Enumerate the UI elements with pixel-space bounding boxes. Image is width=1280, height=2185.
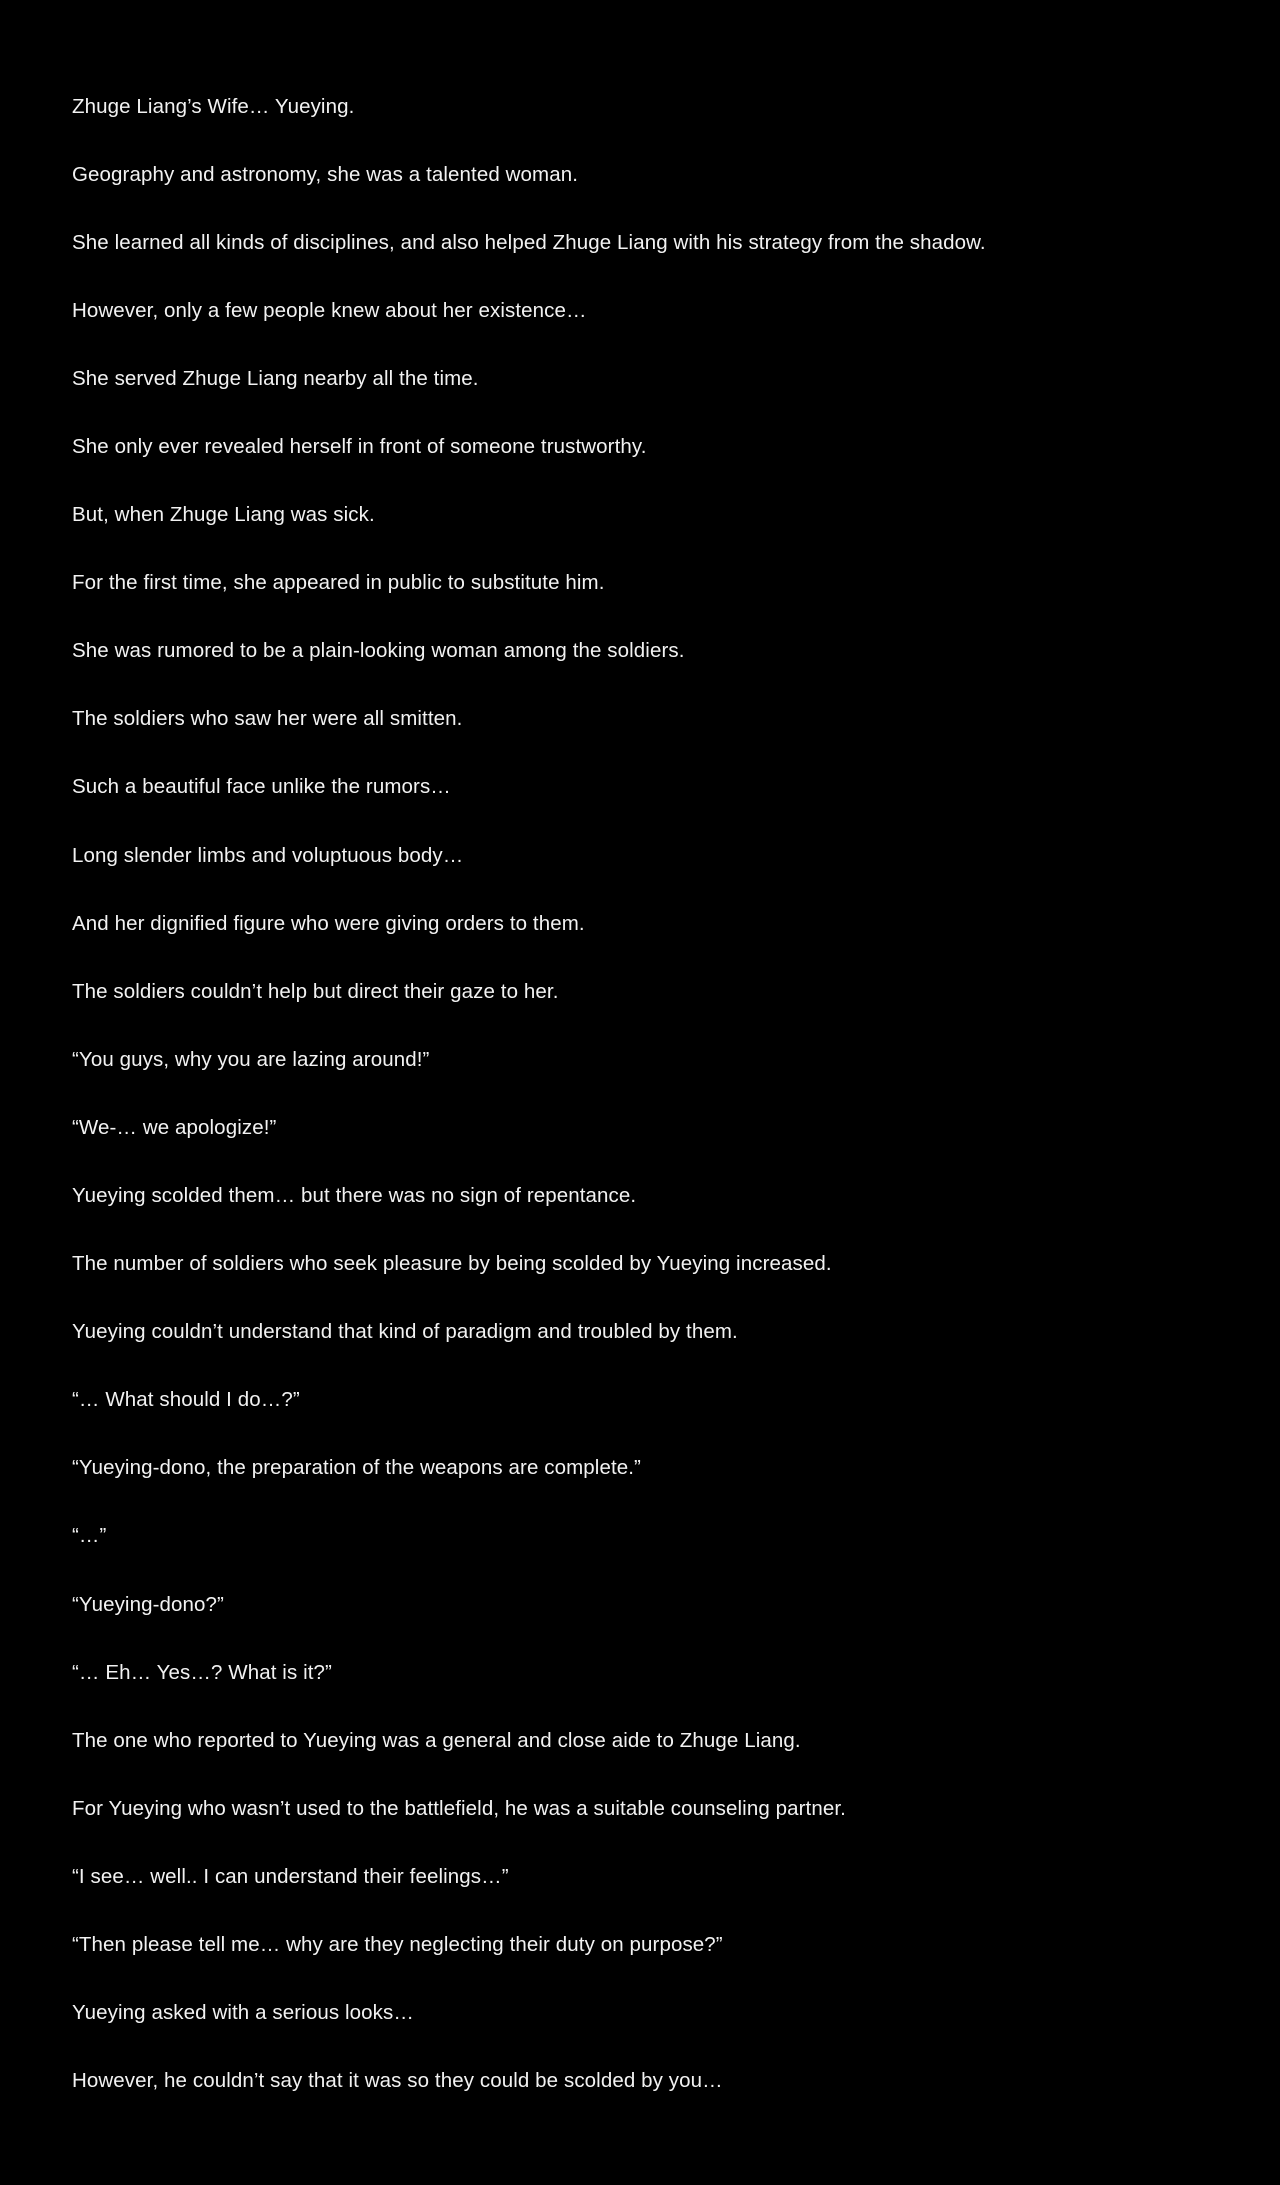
story-text-block [72,83,1208,2105]
text-line: “I see… well.. I can understand their feelings…” [72,1864,509,1888]
text-line: But, when Zhuge Liang was sick. [72,503,375,527]
text-line: The number of soldiers who seek pleasure by being scolded by Yueying increased. [72,1252,832,1276]
text-line: Long slender limbs and voluptuous body… [72,843,464,867]
text-line: “…” [72,1524,107,1548]
text-line: “… What should I do…?” [72,1388,300,1412]
text-line: “… Eh… Yes…? What is it?” [72,1660,332,1684]
text-line: Geography and astronomy, she was a talented woman. [72,162,579,186]
text-line: The soldiers who saw her were all smitten. [72,707,463,731]
text-line: Yueying couldn’t understand that kind of paradigm and troubled by them. [72,1320,738,1344]
text-line: She learned all kinds of disciplines, and also helped Zhuge Liang with his strategy from the shadow. [72,230,986,254]
text-line: However, he couldn’t say that it was so they could be scolded by you… [72,2069,723,2093]
text-line: “We-… we apologize!” [72,1115,277,1139]
text-line: Yueying scolded them… but there was no sign of repentance. [72,1184,637,1207]
text-line: She served Zhuge Liang nearby all the time. [72,366,479,390]
text-line: “Yueying-dono?” [72,1592,224,1616]
text-line: Zhuge Liang’s Wife… Yueying. [72,94,355,118]
text-line: For Yueying who wasn’t used to the battlefield, he was a suitable counseling partner. [72,1796,846,1820]
text-line: “Yueying-dono, the preparation of the weapons are complete.” [72,1456,641,1480]
text-line: She was rumored to be a plain-looking woman among the soldiers. [72,639,685,663]
text-line: “You guys, why you are lazing around!” [72,1047,430,1071]
text-line: However, only a few people knew about her existence… [72,298,587,322]
text-line: For the first time, she appeared in public to substitute him. [72,571,605,595]
text-line: Such a beautiful face unlike the rumors… [72,775,451,799]
text-line: The soldiers couldn’t help but direct their gaze to her. [72,979,559,1003]
text-line: “Then please tell me… why are they neglecting their duty on purpose?” [72,1933,723,1957]
text-line: And her dignified figure who were giving orders to them. [72,911,585,935]
text-line: She only ever revealed herself in front of someone trustworthy. [72,434,647,458]
text-line: The one who reported to Yueying was a general and close aide to Zhuge Liang. [72,1728,801,1752]
text-line: Yueying asked with a serious looks… [72,2001,414,2025]
